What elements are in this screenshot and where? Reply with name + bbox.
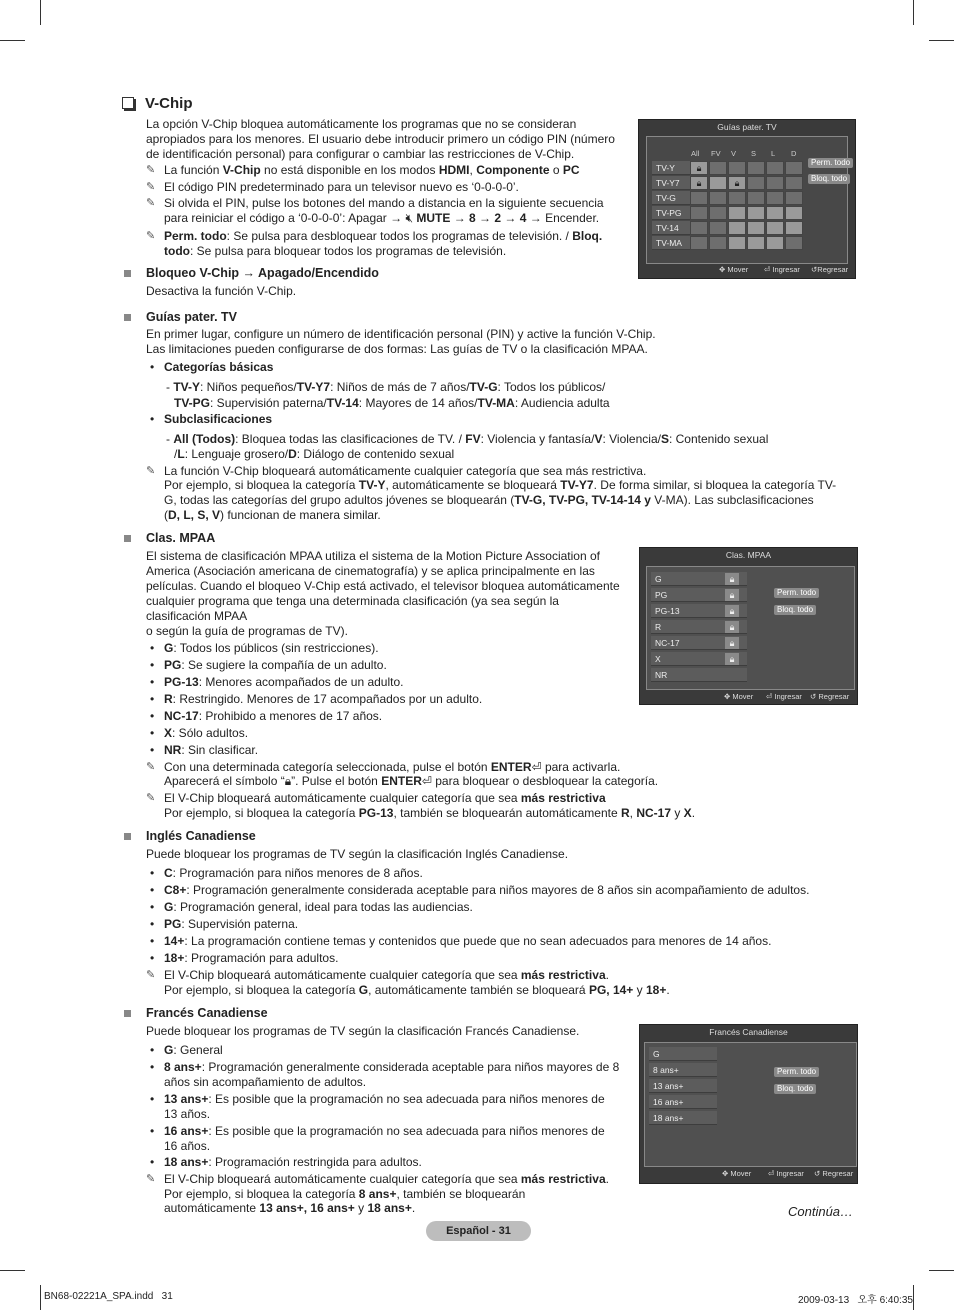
rating-cell[interactable] (747, 191, 765, 205)
rating-cell[interactable] (747, 161, 765, 175)
rating-cell[interactable] (785, 206, 803, 220)
mpaa-para-line: America (Asociación americana de cinematografía) y se aplica principalmente en las (146, 564, 595, 578)
frances-note-1: El V-Chip bloqueará automáticamente cualquier categoría que sea más restrictiva. (164, 1172, 609, 1186)
bullet: • (150, 1060, 155, 1074)
lock-icon: 🔒︎ (284, 774, 292, 788)
rating-cell[interactable] (747, 236, 765, 250)
bloq-todo-button[interactable]: Bloq. todo (774, 1084, 816, 1094)
ingles-item: PG: Supervisión paterna. (164, 917, 299, 931)
perm-todo-button[interactable]: Perm. todo (808, 158, 853, 168)
rating-row[interactable]: TV-14 (652, 221, 690, 235)
bullet: • (150, 412, 155, 426)
bloq-todo-button[interactable]: Bloq. todo (808, 174, 850, 184)
mpaa-title: Clas. MPAA (146, 531, 216, 545)
frances-p: Puede bloquear los programas de TV según la clasificación Francés Canadiense. (146, 1024, 580, 1038)
rating-row[interactable]: TV-Y7 (652, 176, 690, 190)
mpaa-row[interactable]: G (651, 572, 747, 586)
lock-icon: 🔒︎ (725, 621, 739, 633)
note-pin: El código PIN predeterminado para un televisor nuevo es ‘0-0-0-0’. (164, 180, 519, 194)
screen-title: Clas. MPAA (725, 550, 772, 560)
tv-guide-screen (638, 119, 856, 279)
rating-cell[interactable] (747, 206, 765, 220)
mpaa-para-line: o según la guía de programas de TV). (146, 624, 348, 638)
footer-ingresar: ⏎ Ingresar (768, 1169, 804, 1178)
bullet: • (150, 917, 155, 931)
sub-title: Subclasificaciones (164, 412, 273, 426)
mpaa-item: NR: Sin clasificar. (164, 743, 259, 757)
frances-item: 18 ans+: Programación restringida para adultos. (164, 1155, 422, 1169)
rating-cell[interactable] (709, 191, 727, 205)
mpaa-para-line: cualquier programa que tenga una determinada clasificación (ya sea según la (146, 594, 559, 608)
bloq-todo-button[interactable]: Bloq. todo (774, 605, 816, 615)
bullet: • (150, 900, 155, 914)
guias-p2: Las limitaciones pueden configurarse de dos formas: Las guías de TV o la clasificación MPAA. (146, 342, 648, 356)
page-label: Español - 31 (426, 1221, 531, 1241)
crop-mark (40, 1285, 41, 1310)
note-icon: ✎ (146, 969, 156, 981)
bullet: • (150, 675, 155, 689)
rating-cell[interactable] (766, 221, 784, 235)
footer-ingresar: ⏎ Ingresar (766, 692, 802, 701)
rating-cell[interactable] (728, 191, 746, 205)
rating-cell[interactable] (766, 176, 784, 190)
column-header: All (691, 149, 700, 158)
bullet: • (150, 726, 155, 740)
crop-mark (929, 1270, 954, 1271)
mpaa-row[interactable]: PG (651, 588, 747, 602)
mpaa-para-line: El sistema de clasificación MPAA utiliza el sistema de la Motion Picture Association of (146, 549, 600, 563)
rating-cell[interactable] (690, 191, 708, 205)
guias-note-2: Por ejemplo, si bloquea la categoría TV-Y, automáticamente se bloqueará TV-Y7. De forma similar, si bloquea la categoría TV- (164, 478, 837, 492)
lock-icon: 🔒︎ (696, 178, 702, 188)
frances-item: G: General (164, 1043, 223, 1057)
footer-regresar: ↺Regresar (811, 265, 849, 274)
footer-file: BN68-02221A_SPA.indd 31 (44, 1291, 173, 1302)
mpaa-item: X: Sólo adultos. (164, 726, 249, 740)
rating-cell[interactable] (785, 221, 803, 235)
cat-line-2: TV-PG: Supervisión paterna/TV-14: Mayores de 14 años/TV-MA: Audiencia adulta (174, 396, 610, 410)
note-icon: ✎ (146, 181, 156, 193)
ingles-p: Puede bloquear los programas de TV según la clasificación Inglés Canadiense. (146, 847, 569, 861)
bullet: • (150, 1155, 155, 1169)
rating-cell[interactable] (766, 191, 784, 205)
bullet: • (150, 883, 155, 897)
section-title: V-Chip (145, 95, 193, 112)
frances-note-3: automáticamente 13 ans+, 16 ans+ y 18 ans+. (164, 1201, 416, 1215)
crop-mark (0, 1270, 25, 1271)
rating-cell[interactable] (709, 206, 727, 220)
square-bullet-icon (124, 314, 131, 321)
guias-note-3: G, todas las categorías del grupo adultos jóvenes se bloquearán (TV-G, TV-PG, TV-14-14 y V-MA). Las subclasificaciones (164, 493, 814, 507)
bloqueo-desc: Desactiva la función V-Chip. (146, 284, 297, 298)
frances-row[interactable]: 8 ans+ (649, 1063, 717, 1077)
intro-line: La opción V-Chip bloquea automáticamente los programas que no se consideran (146, 117, 577, 131)
enter-icon: ⏎ (421, 774, 432, 788)
frances-item-cont: 13 años. (164, 1107, 211, 1121)
column-header: FV (711, 149, 721, 158)
footer-mover: ✥ Mover (719, 265, 749, 274)
bullet: • (150, 866, 155, 880)
mpaa-note-2: El V-Chip bloqueará automáticamente cualquier categoría que sea más restrictiva (164, 791, 606, 805)
frances-note-2: Por ejemplo, si bloquea la categoría 8 ans+, también se bloquearán (164, 1187, 526, 1201)
rating-cell[interactable] (728, 221, 746, 235)
crop-mark (0, 40, 25, 41)
bullet: • (150, 1092, 155, 1106)
note-reset: Si olvida el PIN, pulse los botones del mando a distancia en la siguiente secuencia (164, 196, 604, 210)
continue-label: Continúa… (788, 1204, 854, 1219)
bullet: • (150, 641, 155, 655)
mpaa-row[interactable]: X (651, 652, 747, 666)
bullet: • (150, 951, 155, 965)
column-header: V (731, 149, 737, 158)
mpaa-item: G: Todos los públicos (sin restricciones). (164, 641, 379, 655)
rating-cell[interactable] (690, 221, 708, 235)
bullet: • (150, 658, 155, 672)
screen-inner (646, 136, 848, 264)
sub-line-2: /L: Lenguaje grosero/D: Diálogo de contenido sexual (174, 447, 455, 461)
mpaa-item: NC-17: Prohibido a menores de 17 años. (164, 709, 383, 723)
mpaa-item: R: Restringido. Menores de 17 acompañados por un adulto. (164, 692, 483, 706)
lock-icon: 🔒︎ (734, 178, 740, 188)
note-icon: ✎ (146, 1173, 156, 1185)
rating-cell[interactable] (785, 176, 803, 190)
note-icon: ✎ (146, 465, 156, 477)
intro-line: de identificación personal) para configurar o cambiar las restricciones de V-Chip. (146, 147, 575, 161)
screen-title: Guías pater. TV (717, 122, 777, 132)
note-reset-2: para reiniciar el código a ‘0-0-0-0’: Apagar → 🔇︎ MUTE → 8 → 2 → 4 → Encender. (164, 211, 600, 225)
lock-icon: 🔒︎ (725, 605, 739, 617)
ingles-note-1: El V-Chip bloqueará automáticamente cualquier categoría que sea más restrictiva. (164, 968, 609, 982)
frances-title: Francés Canadiense (146, 1006, 268, 1020)
note-icon: ✎ (146, 761, 156, 773)
lock-icon: 🔒︎ (725, 573, 739, 585)
cat-line-1: - TV-Y: Niños pequeños/TV-Y7: Niños de más de 7 años/TV-G: Todos los públicos/ (166, 380, 606, 394)
mpaa-note-2b: Por ejemplo, si bloquea la categoría PG-13, también se bloquearán automáticamente R, NC-17 y X. (164, 806, 696, 820)
note-perm-2: todo: Se pulsa para bloquear todos los programas de televisión. (164, 244, 507, 258)
footer-ingresar: ⏎ Ingresar (764, 265, 800, 274)
cat-title: Categorías básicas (164, 360, 274, 374)
rating-cell[interactable] (766, 161, 784, 175)
frances-item: 13 ans+: Es posible que la programación no sea adecuada para niños menores de (164, 1092, 605, 1106)
note-hdmi: La función V-Chip no está disponible en los modos HDMI, Componente o PC (164, 163, 580, 177)
mpaa-row[interactable]: R (651, 620, 747, 634)
bullet: • (150, 360, 155, 374)
rating-cell[interactable] (728, 176, 746, 190)
frances-row[interactable]: 16 ans+ (649, 1095, 717, 1109)
enter-icon: ⏎ (531, 760, 542, 774)
ingles-item: 18+: Programación para adultos. (164, 951, 339, 965)
ingles-item: 14+: La programación contiene temas y contenidos que puede que no sean adecuados para menores de 14 años. (164, 934, 772, 948)
crop-mark (40, 0, 41, 25)
ingles-note-2: Por ejemplo, si bloquea la categoría G, automáticamente también se bloqueará PG, 14+ y 18+. (164, 983, 670, 997)
rating-cell[interactable] (709, 176, 727, 190)
mpaa-item: PG: Se sugiere la compañía de un adulto. (164, 658, 387, 672)
guias-title: Guías pater. TV (146, 310, 238, 324)
rating-cell[interactable] (709, 236, 727, 250)
screen-inner (644, 1042, 857, 1167)
note-icon: ✎ (146, 164, 156, 176)
ingles-item: G: Programación general, ideal para todas las audiencias. (164, 900, 473, 914)
footer-mover: ✥ Mover (724, 692, 754, 701)
bullet: • (150, 692, 155, 706)
rating-row[interactable]: TV-Y (652, 161, 690, 175)
footer-regresar: ↺ Regresar (810, 692, 850, 701)
note-perm: Perm. todo: Se pulsa para desbloquear todos los programas de televisión. / Bloq. (164, 229, 603, 243)
guias-note-1: La función V-Chip bloqueará automáticamente cualquier categoría que sea más restrictiva. (164, 464, 647, 478)
rating-cell[interactable] (785, 161, 803, 175)
crop-mark (913, 0, 914, 25)
rating-cell[interactable] (728, 236, 746, 250)
lock-icon: 🔒︎ (696, 163, 702, 173)
rating-cell[interactable] (785, 236, 803, 250)
bullet: • (150, 1043, 155, 1057)
rating-cell[interactable] (747, 221, 765, 235)
footer-mover: ✥ Mover (722, 1169, 752, 1178)
frances-row[interactable]: G (649, 1047, 717, 1061)
bullet: • (150, 1124, 155, 1138)
note-icon: ✎ (146, 792, 156, 804)
frances-item: 8 ans+: Programación generalmente considerada aceptable para niños mayores de 8 (164, 1060, 620, 1074)
perm-todo-button[interactable]: Perm. todo (774, 588, 819, 598)
sub-line-1: - All (Todos): Bloquea todas las clasificaciones de TV. / FV: Violencia y fantasía/V: Violencia/S: Contenido sexual (166, 432, 769, 446)
bullet: • (150, 743, 155, 757)
rating-cell[interactable] (690, 206, 708, 220)
screen-title: Francés Canadiense (709, 1027, 788, 1037)
ingles-item: C: Programación para niños menores de 8 años. (164, 866, 423, 880)
lock-icon: 🔒︎ (725, 589, 739, 601)
column-header: S (751, 149, 757, 158)
rating-cell[interactable] (785, 191, 803, 205)
mpaa-row[interactable]: NC-17 (651, 636, 747, 650)
rating-cell[interactable] (728, 206, 746, 220)
mute-icon: 🔇︎ (405, 211, 414, 225)
rating-cell[interactable] (709, 161, 727, 175)
mpaa-para-line: clasificación MPAA (146, 609, 248, 623)
mpaa-para-line: películas. Cuando el bloqueo V-Chip está activado, el televisor bloquea automáticamente (146, 579, 620, 593)
rating-cell[interactable] (766, 206, 784, 220)
mpaa-note-1b: Aparecerá el símbolo “🔒︎”. Pulse el botón ENTER⏎ para bloquear o desbloquear la categoría. (164, 774, 659, 788)
rating-cell[interactable] (690, 236, 708, 250)
square-bullet-icon (124, 1010, 131, 1017)
mpaa-row[interactable]: NR (651, 668, 747, 682)
rating-cell[interactable] (728, 161, 746, 175)
square-bullet-icon (124, 535, 131, 542)
checkbox-icon (122, 97, 134, 109)
ingles-item: C8+: Programación generalmente considerada aceptable para niños mayores de 8 años sin acompañamiento de adultos. (164, 883, 810, 897)
frances-row[interactable]: 18 ans+ (649, 1111, 717, 1125)
intro-line: apropiados para los menores. El usuario debe introducir primero un código PIN (número (146, 132, 615, 146)
rating-row[interactable]: TV-G (652, 191, 690, 205)
mpaa-item: PG-13: Menores acompañados de un adulto. (164, 675, 404, 689)
rating-cell[interactable] (747, 176, 765, 190)
crop-mark (929, 40, 954, 41)
square-bullet-icon (124, 833, 131, 840)
note-icon: ✎ (146, 197, 156, 209)
rating-cell[interactable] (690, 176, 708, 190)
mpaa-screen (639, 547, 858, 705)
frances-screen (639, 1024, 858, 1184)
rating-cell[interactable] (766, 236, 784, 250)
rating-cell[interactable] (690, 161, 708, 175)
note-icon: ✎ (146, 230, 156, 242)
mpaa-row[interactable]: PG-13 (651, 604, 747, 618)
frances-item-cont: 16 años. (164, 1139, 211, 1153)
lock-icon: 🔒︎ (725, 653, 739, 665)
rating-row[interactable]: TV-PG (652, 206, 690, 220)
bloqueo-title: Bloqueo V-Chip → Apagado/Encendido (146, 266, 379, 280)
guias-note-4: (D, L, S, V) funcionan de manera similar. (164, 508, 381, 522)
ingles-title: Inglés Canadiense (146, 829, 256, 843)
square-bullet-icon (124, 270, 131, 277)
screen-inner (646, 566, 855, 690)
bullet: • (150, 934, 155, 948)
lock-icon: 🔒︎ (725, 637, 739, 649)
rating-row[interactable]: TV-MA (652, 236, 690, 250)
frances-item: 16 ans+: Es posible que la programación no sea adecuada para niños menores de (164, 1124, 605, 1138)
footer-regresar: ↺ Regresar (814, 1169, 854, 1178)
footer-date: 2009-03-13 오후 6:40:35 (798, 1295, 913, 1306)
bullet: • (150, 709, 155, 723)
mpaa-note-1: Con una determinada categoría seleccionada, pulse el botón ENTER⏎ para activarla. (164, 760, 621, 774)
frances-item-cont: años sin acompañamiento de adultos. (164, 1075, 367, 1089)
crop-mark (913, 1285, 914, 1310)
rating-cell[interactable] (709, 221, 727, 235)
column-header: D (791, 149, 797, 158)
frances-row[interactable]: 13 ans+ (649, 1079, 717, 1093)
perm-todo-button[interactable]: Perm. todo (774, 1067, 819, 1077)
column-header: L (771, 149, 776, 158)
guias-p1: En primer lugar, configure un número de identificación personal (PIN) y active la función V-Chip. (146, 327, 656, 341)
